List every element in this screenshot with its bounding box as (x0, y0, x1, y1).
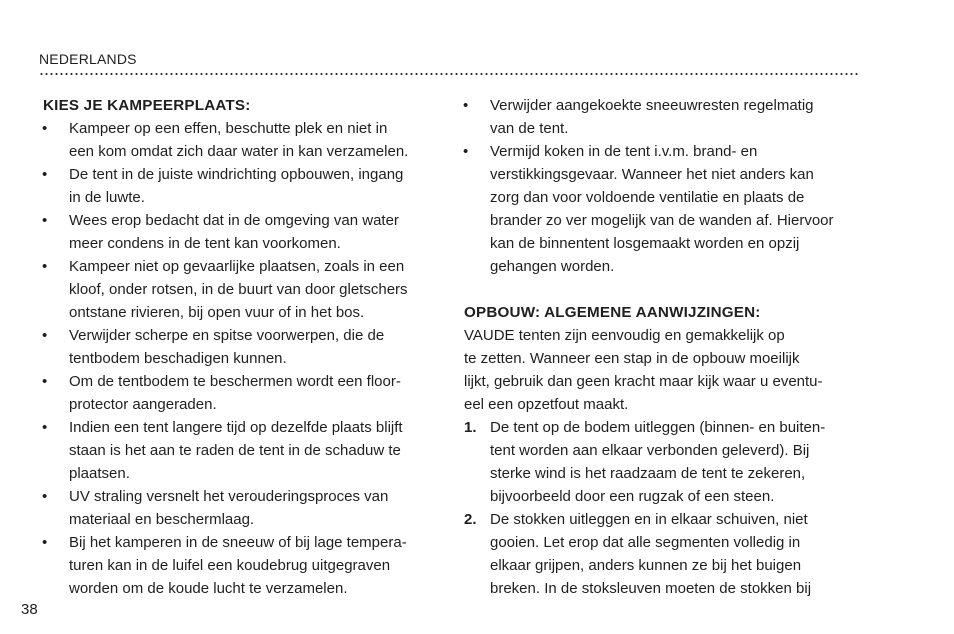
bullet-marker: • (42, 419, 48, 436)
campsite-bullet-list (43, 117, 439, 600)
list-item-text: van de tent. (490, 120, 569, 137)
list-item-text: kan de binnentent losgemaakt worden en opzij (490, 235, 800, 252)
list-item (43, 370, 439, 416)
list-item-text: Verwijder scherpe en spitse voorwerpen, die de (69, 327, 385, 344)
list-item (43, 255, 439, 324)
list-item-text: worden om de koude lucht te verzamelen. (69, 580, 348, 597)
bullet-marker: • (42, 212, 48, 229)
list-item-text: Verwijder aangekoekte sneeuwresten regelmatig (490, 97, 814, 114)
bullet-marker: • (42, 258, 48, 275)
step-item (464, 416, 858, 508)
list-item-text: Indien een tent langere tijd op dezelfde plaats blijft (69, 419, 403, 436)
list-item-text: ontstane rivieren, bij open vuur of in het bos. (69, 304, 365, 321)
list-item-text: protector aangeraden. (69, 396, 217, 413)
step-number: 1. (464, 419, 477, 436)
left-column (43, 94, 439, 600)
paragraph-line: lijkt, gebruik dan geen kracht maar kijk waar u eventu- (464, 373, 823, 390)
bullet-marker: • (42, 120, 48, 137)
list-item-text: brander zo ver mogelijk van de wanden af. Hiervoor (490, 212, 834, 229)
list-item-text: tentbodem beschadigen kunnen. (69, 350, 287, 367)
list-item-text: Wees erop bedacht dat in de omgeving van water (69, 212, 399, 229)
snow-bullet-list (464, 94, 858, 278)
list-item-text: Bij het kamperen in de sneeuw of bij lage tempera- (69, 534, 407, 551)
paragraph-line: VAUDE tenten zijn eenvoudig en gemakkelijk op (464, 327, 785, 344)
list-item (43, 324, 439, 370)
list-item (464, 94, 858, 140)
list-item (43, 209, 439, 255)
step-text: elkaar grijpen, anders kunnen ze bij het buigen (490, 557, 802, 574)
paragraph-line: te zetten. Wanneer een stap in de opbouw moeilijk (464, 350, 800, 367)
list-item-text: UV straling versnelt het verouderingsproces van (69, 488, 389, 505)
list-item-text: meer condens in de tent kan voorkomen. (69, 235, 341, 252)
step-text: De stokken uitleggen en in elkaar schuiven, niet (490, 511, 808, 528)
paragraph-line: eel een opzetfout maakt. (464, 396, 629, 413)
bullet-marker: • (42, 534, 48, 551)
list-item (43, 117, 439, 163)
section-heading-campsite: KIES JE KAMPEERPLAATS: (43, 97, 251, 114)
list-item-text: materiaal en beschermlaag. (69, 511, 255, 528)
list-item-text: De tent in de juiste windrichting opbouwen, ingang (69, 166, 404, 183)
bullet-marker: • (42, 373, 48, 390)
step-text: breken. In de stoksleuven moeten de stokken bij (490, 580, 812, 597)
step-item (464, 508, 858, 600)
list-item (43, 416, 439, 485)
list-item-text: turen kan in de luifel een koudebrug uitgegraven (69, 557, 391, 574)
list-item-text: plaatsen. (69, 465, 130, 482)
list-item (43, 485, 439, 531)
language-header: NEDERLANDS (39, 51, 137, 67)
bullet-marker: • (42, 488, 48, 505)
list-item-text: gehangen worden. (490, 258, 615, 275)
list-item-text: zorg dan voor voldoende ventilatie en plaats de (490, 189, 805, 206)
step-text: tent worden aan elkaar verbonden geleverd). Bij (490, 442, 810, 459)
list-item-text: Kampeer op een effen, beschutte plek en niet in (69, 120, 388, 137)
list-item-text: een kom omdat zich daar water in kan verzamelen. (69, 143, 409, 160)
list-item-text: Om de tentbodem te beschermen wordt een floor- (69, 373, 401, 390)
section-heading-setup: OPBOUW: ALGEMENE AANWIJZINGEN: (464, 304, 761, 321)
step-text: gooien. Let erop dat alle segmenten volledig in (490, 534, 801, 551)
page-number: 38 (21, 601, 38, 618)
right-column (464, 94, 858, 600)
list-item (464, 140, 858, 278)
bullet-marker: • (42, 166, 48, 183)
list-item-text: in de luwte. (69, 189, 145, 206)
bullet-marker: • (463, 97, 469, 114)
setup-steps-list (464, 416, 858, 600)
step-text: sterke wind is het raadzaam de tent te zekeren, (490, 465, 806, 482)
list-item (43, 163, 439, 209)
list-item-text: staan is het aan te raden de tent in de schaduw te (69, 442, 401, 459)
step-text: De tent op de bodem uitleggen (binnen- en buiten- (490, 419, 826, 436)
list-item-text: kloof, onder rotsen, in de buurt van door gletschers (69, 281, 408, 298)
dotted-divider (39, 72, 859, 76)
bullet-marker: • (42, 327, 48, 344)
list-item-text: Kampeer niet op gevaarlijke plaatsen, zoals in een (69, 258, 405, 275)
step-text: bijvoorbeeld door een rugzak of een steen. (490, 488, 775, 505)
setup-intro-paragraph (464, 324, 858, 416)
list-item-text: verstikkingsgevaar. Wanneer het niet anders kan (490, 166, 814, 183)
list-item (43, 531, 439, 600)
step-number: 2. (464, 511, 477, 528)
bullet-marker: • (463, 143, 469, 160)
list-item-text: Vermijd koken in de tent i.v.m. brand- en (490, 143, 758, 160)
